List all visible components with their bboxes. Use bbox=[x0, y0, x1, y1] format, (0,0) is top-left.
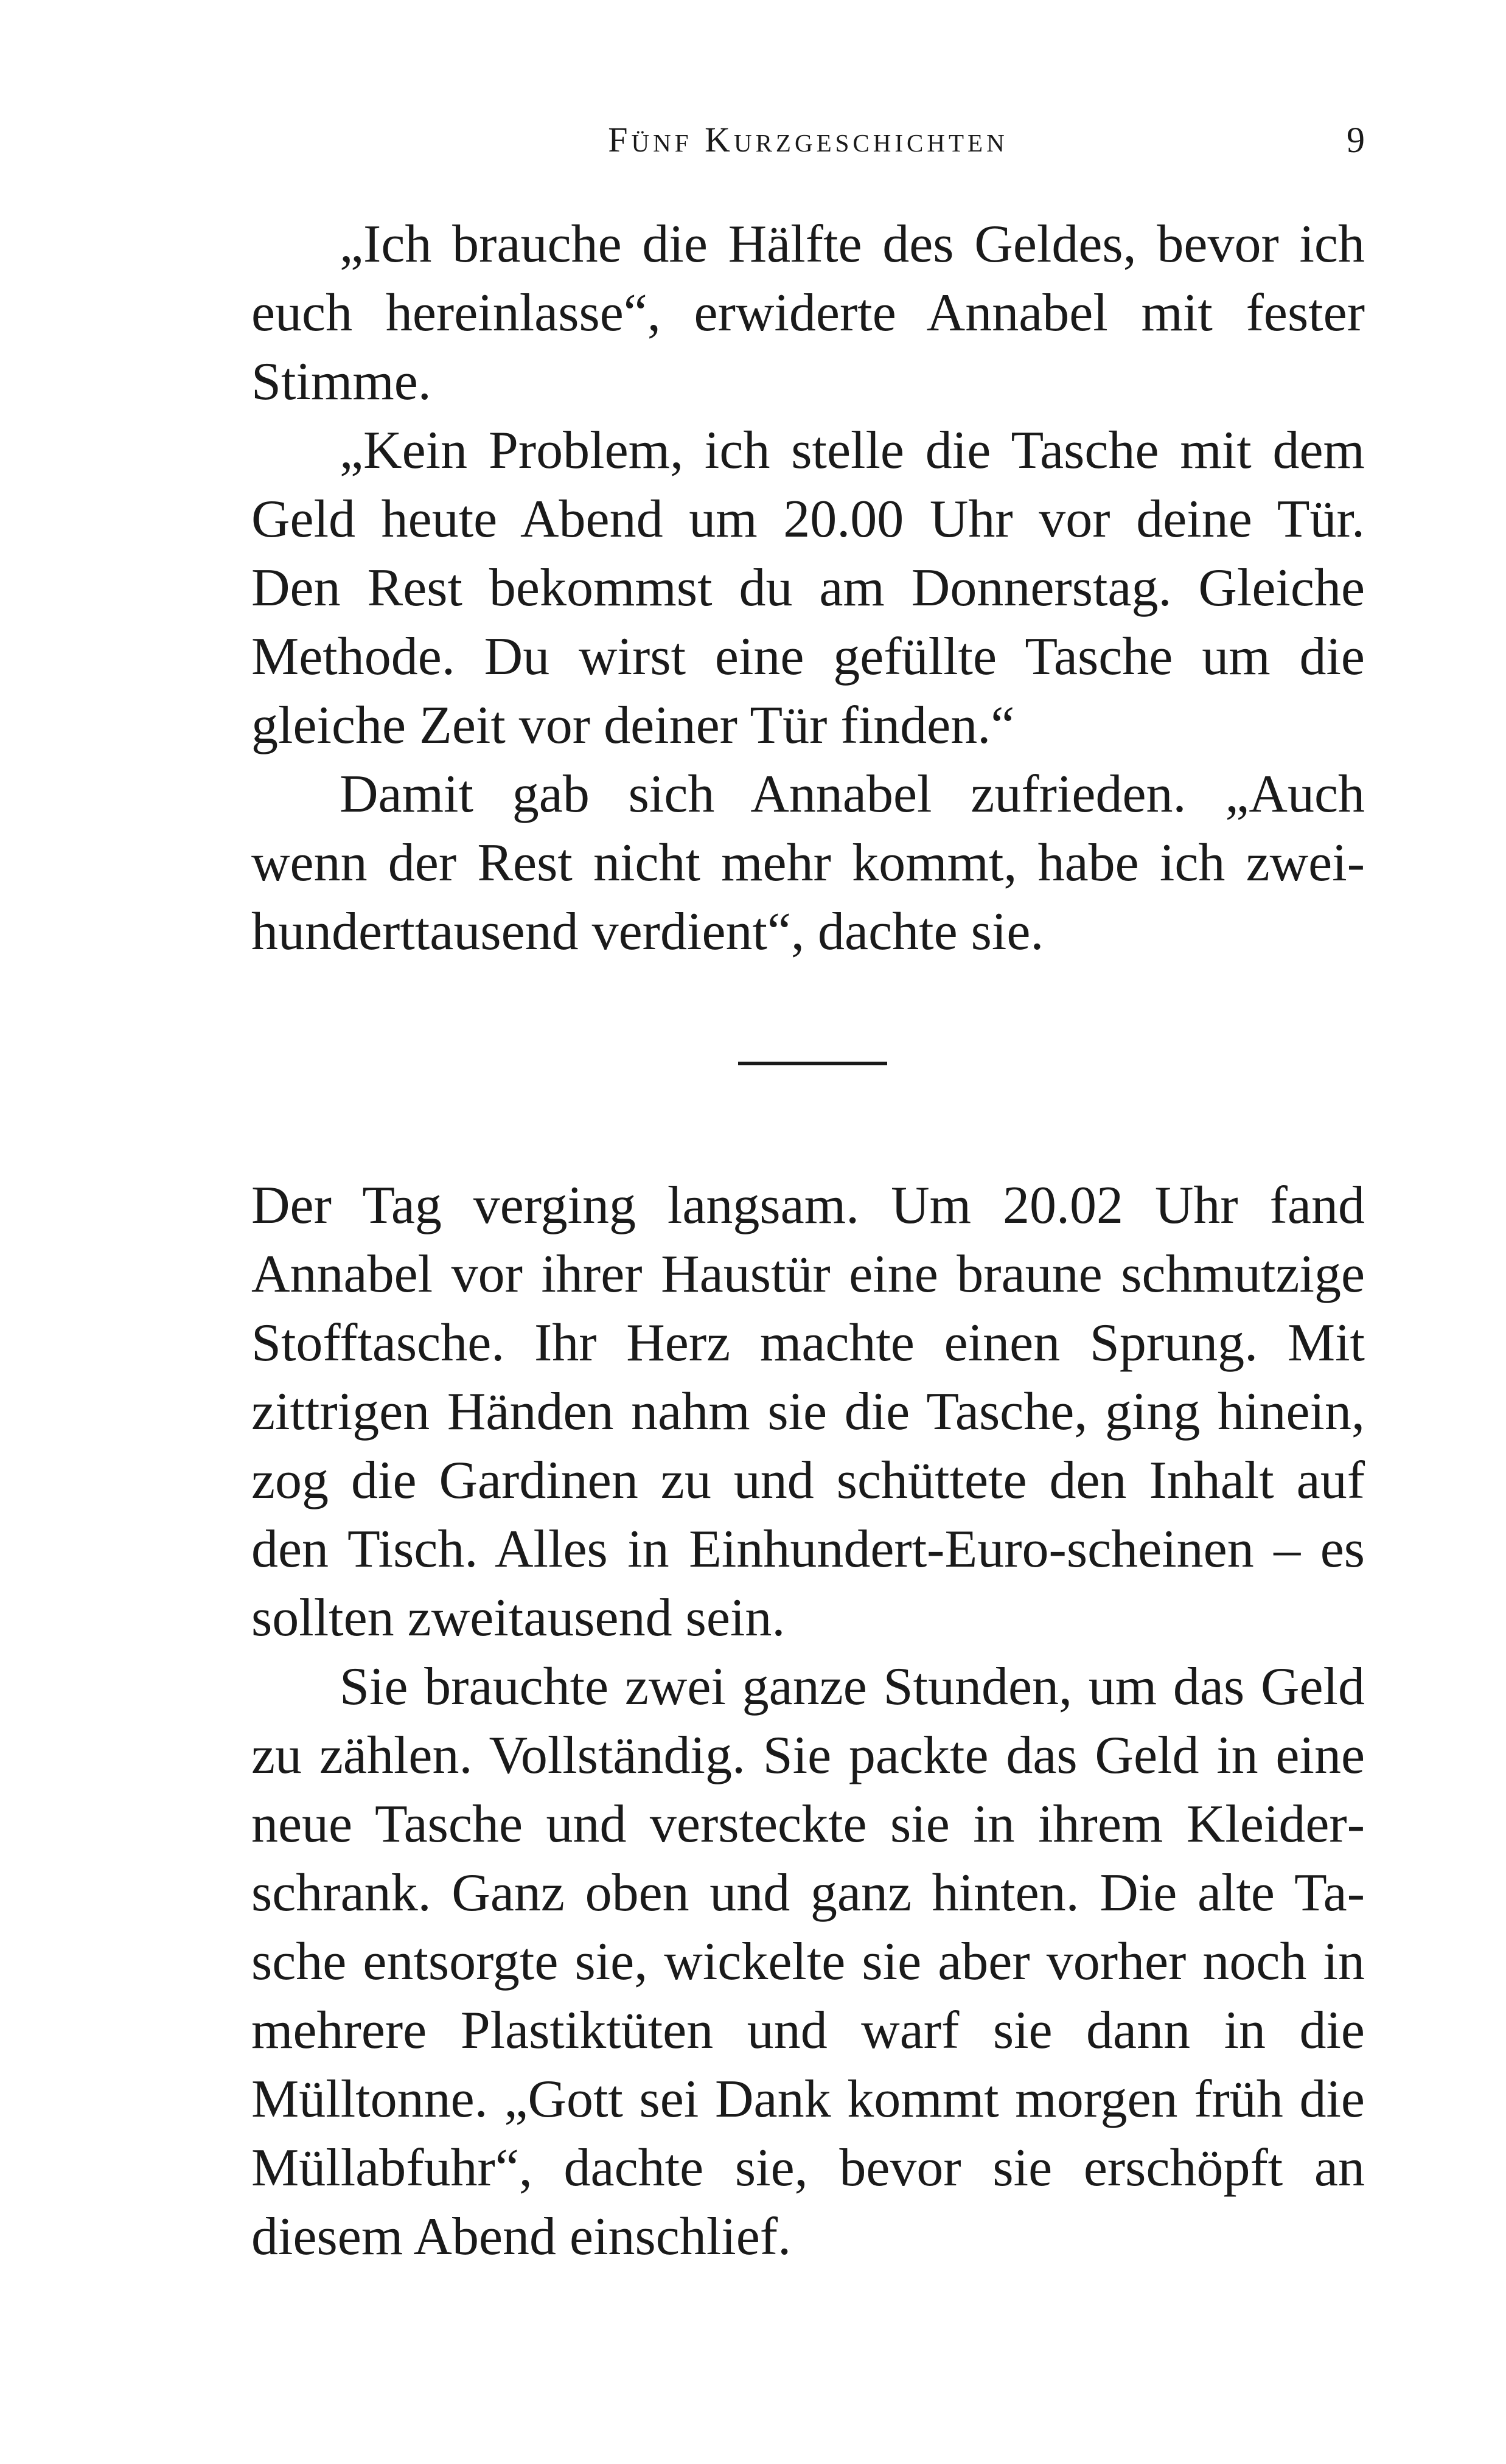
text-section-1 bbox=[251, 210, 1365, 966]
paragraph: Der Tag verging langsam. Um 20.02 Uhr fand Annabel vor ihrer Haustür eine braune schmutzige Stofftasche. Ihr Herz machte einen Sprung. Mit zittrigen Händen nahm sie die Tasche, ging hinein, zog die Gardinen zu und schüttete den Inhalt auf den Tisch. Alles in Einhundert-Euro-scheinen – es sollten zweitausend sein. bbox=[251, 1176, 1365, 1648]
text-section-2 bbox=[251, 1171, 1365, 2271]
paragraph: „Kein Problem, ich stelle die Tasche mit dem Geld heute Abend um 20.00 Uhr vor deine Tür. Den Rest bekommst du am Donnerstag. Gleiche Methode. Du wirst eine gefüllte Tasche um die gleiche Zeit vor deiner Tür finden.“ bbox=[251, 421, 1365, 755]
page-number: 9 bbox=[1347, 120, 1365, 160]
paragraph: Damit gab sich Annabel zufrieden. „Auch wenn der Rest nicht mehr kommt, habe ich zweihunderttausend verdient“, dachte sie. bbox=[251, 765, 1365, 961]
running-head bbox=[251, 116, 1365, 164]
section-divider bbox=[738, 1062, 887, 1065]
paragraph: „Ich brauche die Hälfte des Geldes, bevor ich euch hereinlasse“, erwiderte Annabel mit fester Stimme. bbox=[251, 215, 1365, 411]
paragraph: Sie brauchte zwei ganze Stunden, um das Geld zu zählen. Vollständig. Sie packte das Geld in eine neue Tasche und versteckte sie in ihrem Kleiderschrank. Ganz oben und ganz hinten. Die alte Tasche entsorgte sie, wickelte sie aber vorher noch in mehrere Plastiktüten und warf sie dann in die Mülltonne. „Gott sei Dank kommt morgen früh die Müllabfuhr“, dachte sie, bevor sie erschöpft an diesem Abend einschlief. bbox=[251, 1657, 1365, 2266]
running-title: Fünf Kurzgeschichten bbox=[608, 120, 1008, 159]
